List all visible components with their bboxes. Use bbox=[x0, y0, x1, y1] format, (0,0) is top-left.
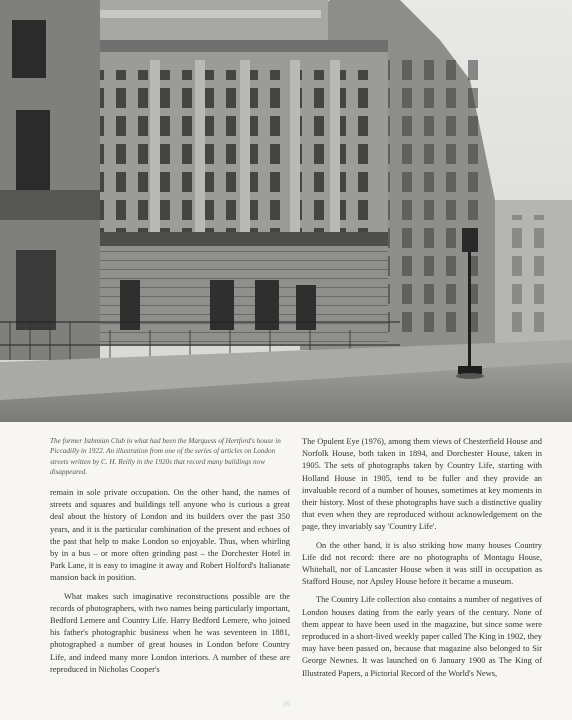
paragraph: On the other hand, it is also striking how many houses Country Life did not record: there are no photographs of Montagu House, Whitehall, nor of Lancaster House when it was still in occupation as Stafford House, nor Apsley House before it became a museum. bbox=[302, 540, 542, 587]
paragraph: What makes such imaginative reconstructions possible are the records of photographers, with two names being particularly important, Bedford Lemere and Country Life. Harry Bedford Lemere, who joined his father's photographic business when he was seventeen in 1881, photographed a number of great houses in London before Country Life, and indeed many more London interiors. A number of these are reproduced in Nicholas Cooper's bbox=[50, 591, 290, 674]
paragraph: The Country Life collection also contains a number of negatives of London houses dating from the early years of the century. None of them appear to have been used in the magazine, but since some were reproduced in a short-lived weekly paper called The King in 1902, they may have been passed on, because that magazine also belonged to Sir George Newnes. It was launched on 6 January 1900 as The King of Illustrated Papers, a Pictorial Record of the World's News, bbox=[302, 595, 542, 678]
paragraph: remain in sole private occupation. On the other hand, the names of streets and squares and buildings tell anyone who is curious a great deal about the history of London and its builders over the past 350 years, and it is the particular combination of the present and echoes of the past that help to make London so enjoyable. Thus, when whirling by in a bus – or more often grinding past – the Dorchester Hotel in Park Lane, it is easy to imagine it away and Robert Holford's Italianate mansion back in position. bbox=[50, 488, 290, 583]
paragraph: The Opulent Eye (1976), among them views of Chesterfield House and Norfolk House, both taken in 1894, and Dorchester House, taken in 1905. The sets of photographs taken by Country Life, starting with Holland House in 1905, tend to be fuller and they provide an invaluable record of a number of houses, sometimes at key moments in their history. Most of these photographs have such a distinctive quality that even when they are reproduced without acknowledgement on the page, they invariably say 'Country Life'. bbox=[302, 437, 542, 532]
photo-caption: The former Isthmian Club in what had been the Marquess of Hertford's house in Piccadilly in 1922. An illustration from one of the series of articles on London streets written by C. H. Reilly in the 1920s that record many buildings now disappeared. bbox=[50, 437, 281, 477]
right-text-column bbox=[302, 436, 542, 686]
page-number: 16 bbox=[282, 700, 290, 708]
left-text-column bbox=[50, 487, 290, 682]
